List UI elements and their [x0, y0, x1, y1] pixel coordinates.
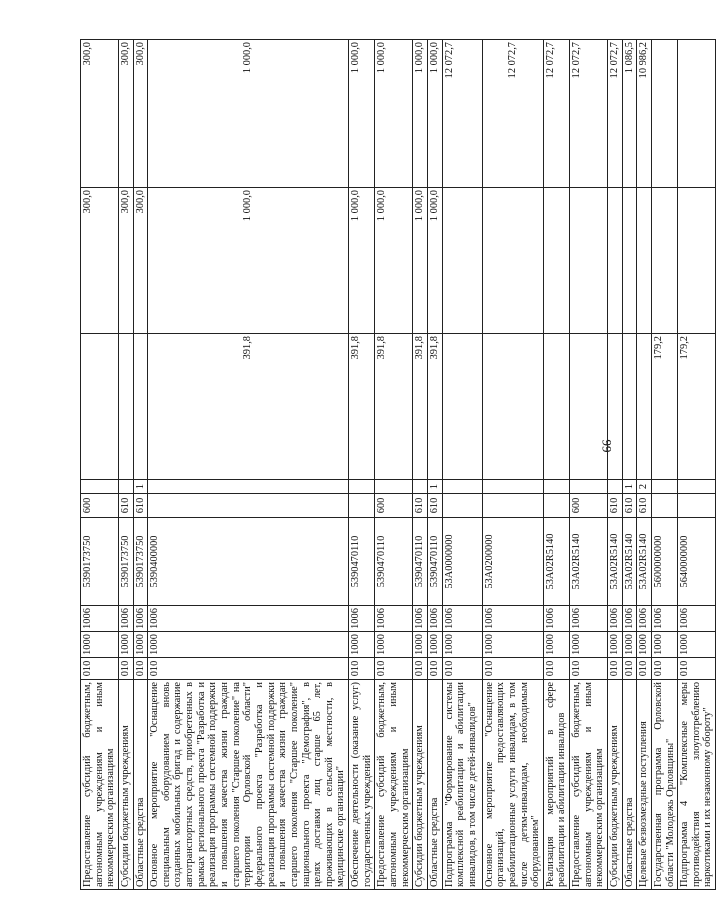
amount-year-1: 179,2 — [678, 334, 716, 480]
amount-year-1 — [118, 334, 133, 480]
row-name: Предоставление субсидий бюджетным, автономным учреждениям и иным некоммерческим организациям — [570, 680, 608, 890]
funding-source-code — [413, 480, 428, 494]
expense-type-code: 610 — [607, 494, 622, 518]
expense-type-code: 610 — [133, 494, 148, 518]
row-name: Реализация мероприятий в сфере реабилитации и абилитации инвалидов — [543, 680, 569, 890]
row-name: Областные средства — [427, 680, 442, 890]
target-article-code: 5390470110 — [427, 518, 442, 606]
amount-year-3: 300,0 — [133, 40, 148, 188]
section-code: 1000 — [651, 632, 677, 658]
amount-year-1 — [570, 334, 608, 480]
row-name: Обеспечение деятельности (оказание услуг) государственных учреждений — [349, 680, 375, 890]
amount-year-1 — [133, 334, 148, 480]
table-row — [637, 40, 652, 890]
target-article-code: 53А0200000 — [482, 518, 543, 606]
subsection-code: 1006 — [413, 606, 428, 632]
target-article-code: 53А02R5140 — [543, 518, 569, 606]
funding-source-code — [442, 480, 482, 494]
amount-year-2 — [442, 188, 482, 334]
amount-year-3: 1 000,0 — [148, 40, 349, 188]
budget-table-body — [81, 40, 716, 890]
section-code: 1000 — [637, 632, 652, 658]
subsection-code: 1006 — [482, 606, 543, 632]
subsection-code: 1006 — [427, 606, 442, 632]
subsection-code: 1006 — [118, 606, 133, 632]
amount-year-3: 10 986,2 — [637, 40, 652, 188]
amount-year-3 — [651, 40, 677, 188]
funding-source-code — [349, 480, 375, 494]
amount-year-3: 12 072,7 — [570, 40, 608, 188]
amount-year-3: 12 072,7 — [607, 40, 622, 188]
grbs-code: 010 — [482, 658, 543, 680]
table-row — [81, 40, 119, 890]
subsection-code: 1006 — [349, 606, 375, 632]
table-row — [118, 40, 133, 890]
target-article-code: 5390173750 — [118, 518, 133, 606]
amount-year-2: 1 000,0 — [413, 188, 428, 334]
expense-type-code — [349, 494, 375, 518]
amount-year-2 — [651, 188, 677, 334]
row-name: Областные средства — [133, 680, 148, 890]
table-row — [375, 40, 413, 890]
section-code: 1000 — [427, 632, 442, 658]
funding-source-code: 1 — [427, 480, 442, 494]
amount-year-3: 300,0 — [118, 40, 133, 188]
amount-year-3: 12 072,7 — [482, 40, 543, 188]
table-row — [133, 40, 148, 890]
section-code: 1000 — [148, 632, 349, 658]
table-row — [678, 40, 716, 890]
subsection-code: 1006 — [442, 606, 482, 632]
row-name: Предоставление субсидий бюджетным, автономным учреждениям и иным некоммерческим организациям — [81, 680, 119, 890]
amount-year-3: 12 072,7 — [442, 40, 482, 188]
amount-year-3: 12 072,7 — [543, 40, 569, 188]
amount-year-1: 391,8 — [427, 334, 442, 480]
grbs-code: 010 — [148, 658, 349, 680]
funding-source-code — [148, 480, 349, 494]
amount-year-3: 1 000,0 — [349, 40, 375, 188]
subsection-code: 1006 — [678, 606, 716, 632]
table-row — [482, 40, 543, 890]
grbs-code: 010 — [622, 658, 637, 680]
section-code: 1000 — [133, 632, 148, 658]
amount-year-1 — [607, 334, 622, 480]
amount-year-3 — [678, 40, 716, 188]
grbs-code: 010 — [413, 658, 428, 680]
target-article-code: 5390470110 — [375, 518, 413, 606]
grbs-code: 010 — [349, 658, 375, 680]
row-name: Основное мероприятие "Оснащение организаций, предоставляющих реабилитационные услуги инвалидам, в том числе детям-инвалидам, необходимым оборудованием" — [482, 680, 543, 890]
funding-source-code — [375, 480, 413, 494]
subsection-code: 1006 — [651, 606, 677, 632]
subsection-code: 1006 — [622, 606, 637, 632]
subsection-code: 1006 — [133, 606, 148, 632]
subsection-code: 1006 — [81, 606, 119, 632]
budget-table — [80, 39, 716, 890]
row-name: Субсидии бюджетным учреждениям — [118, 680, 133, 890]
table-row — [570, 40, 608, 890]
section-code: 1000 — [118, 632, 133, 658]
target-article-code: 53А02R5140 — [622, 518, 637, 606]
subsection-code: 1006 — [607, 606, 622, 632]
expense-type-code: 600 — [375, 494, 413, 518]
grbs-code: 010 — [651, 658, 677, 680]
amount-year-2 — [678, 188, 716, 334]
expense-type-code — [543, 494, 569, 518]
amount-year-1: 391,8 — [349, 334, 375, 480]
funding-source-code — [482, 480, 543, 494]
amount-year-1 — [81, 334, 119, 480]
funding-source-code — [543, 480, 569, 494]
table-row — [622, 40, 637, 890]
amount-year-1: 179,2 — [651, 334, 677, 480]
grbs-code: 010 — [81, 658, 119, 680]
amount-year-2: 1 000,0 — [349, 188, 375, 334]
row-name: Областные средства — [622, 680, 637, 890]
row-name: Основное мероприятие "Оснащение специальным оборудованием вновь созданных мобильных бригад и содержание автотранспортных средств, приобретенных в рамках регионального проекта "Разработка и реализация программы системной поддержки и повышения качества жизни граждан старшего поколения "Старшее поколение" на территории Орловской области" федерального проекта "Разработка и реализация программы системной поддержки и повышения качества жизни граждан старшего поколения "Старшее поколение" национального проекта "Демография", в целях доставки лиц старше 65 лет, проживающих в сельской местности, в медицинские организации" — [148, 680, 349, 890]
expense-type-code: 610 — [622, 494, 637, 518]
subsection-code: 1006 — [637, 606, 652, 632]
amount-year-3: 300,0 — [81, 40, 119, 188]
section-code: 1000 — [678, 632, 716, 658]
amount-year-1: 391,8 — [413, 334, 428, 480]
section-code: 1000 — [413, 632, 428, 658]
amount-year-1 — [442, 334, 482, 480]
amount-year-2: 300,0 — [81, 188, 119, 334]
table-row — [349, 40, 375, 890]
amount-year-2 — [570, 188, 608, 334]
grbs-code: 010 — [678, 658, 716, 680]
funding-source-code: 1 — [622, 480, 637, 494]
amount-year-2: 300,0 — [133, 188, 148, 334]
funding-source-code — [81, 480, 119, 494]
row-name: Предоставление субсидий бюджетным, автономным учреждениям и иным некоммерческим организациям — [375, 680, 413, 890]
target-article-code: 53А02R5140 — [607, 518, 622, 606]
section-code: 1000 — [570, 632, 608, 658]
target-article-code: 53А02R5140 — [637, 518, 652, 606]
row-name: Государственная программа Орловской области "Молодежь Орловщины" — [651, 680, 677, 890]
amount-year-3: 1 000,0 — [375, 40, 413, 188]
row-name: Субсидии бюджетным учреждениям — [413, 680, 428, 890]
amount-year-1 — [637, 334, 652, 480]
funding-source-code: 2 — [637, 480, 652, 494]
row-name: Субсидии бюджетным учреждениям — [607, 680, 622, 890]
funding-source-code: 1 — [133, 480, 148, 494]
table-row — [148, 40, 349, 890]
target-article-code: 5390470110 — [413, 518, 428, 606]
amount-year-2: 1 000,0 — [427, 188, 442, 334]
table-row — [427, 40, 442, 890]
target-article-code: 5640000000 — [678, 518, 716, 606]
amount-year-2 — [482, 188, 543, 334]
section-code: 1000 — [607, 632, 622, 658]
expense-type-code: 610 — [637, 494, 652, 518]
table-row — [442, 40, 482, 890]
funding-source-code — [678, 480, 716, 494]
subsection-code: 1006 — [570, 606, 608, 632]
section-code: 1000 — [442, 632, 482, 658]
table-row — [651, 40, 677, 890]
table-row — [543, 40, 569, 890]
expense-type-code: 600 — [81, 494, 119, 518]
subsection-code: 1006 — [543, 606, 569, 632]
funding-source-code — [651, 480, 677, 494]
amount-year-2: 1 000,0 — [375, 188, 413, 334]
amount-year-3: 1 000,0 — [413, 40, 428, 188]
amount-year-1 — [543, 334, 569, 480]
target-article-code: 5390173750 — [81, 518, 119, 606]
subsection-code: 1006 — [148, 606, 349, 632]
section-code: 1000 — [622, 632, 637, 658]
target-article-code: 53А0000000 — [442, 518, 482, 606]
row-name: Подпрограмма "Формирование системы комплексной реабилитации и абилитации инвалидов, в том числе детей-инвалидов" — [442, 680, 482, 890]
amount-year-1: 391,8 — [375, 334, 413, 480]
funding-source-code — [607, 480, 622, 494]
funding-source-code — [118, 480, 133, 494]
grbs-code: 010 — [375, 658, 413, 680]
row-name: Подпрограмма 4 "Комплексные меры противодействия злоупотреблению наркотиками и их незаконному обороту" — [678, 680, 716, 890]
section-code: 1000 — [375, 632, 413, 658]
expense-type-code — [148, 494, 349, 518]
section-code: 1000 — [543, 632, 569, 658]
table-row — [413, 40, 428, 890]
expense-type-code — [678, 494, 716, 518]
target-article-code: 53А02R5140 — [570, 518, 608, 606]
target-article-code: 5390470110 — [349, 518, 375, 606]
expense-type-code — [482, 494, 543, 518]
amount-year-3: 1 086,5 — [622, 40, 637, 188]
target-article-code: 5600000000 — [651, 518, 677, 606]
section-code: 1000 — [81, 632, 119, 658]
table-row — [607, 40, 622, 890]
amount-year-1 — [482, 334, 543, 480]
section-code: 1000 — [349, 632, 375, 658]
amount-year-2 — [637, 188, 652, 334]
target-article-code: 5390173750 — [133, 518, 148, 606]
grbs-code: 010 — [607, 658, 622, 680]
row-name: Целевые безвозмездные поступления — [637, 680, 652, 890]
amount-year-2 — [543, 188, 569, 334]
expense-type-code: 610 — [413, 494, 428, 518]
amount-year-2: 300,0 — [118, 188, 133, 334]
expense-type-code: 600 — [570, 494, 608, 518]
grbs-code: 010 — [570, 658, 608, 680]
grbs-code: 010 — [442, 658, 482, 680]
page-number: 99 — [599, 439, 615, 453]
funding-source-code — [570, 480, 608, 494]
grbs-code: 010 — [133, 658, 148, 680]
amount-year-2 — [607, 188, 622, 334]
grbs-code: 010 — [427, 658, 442, 680]
subsection-code: 1006 — [375, 606, 413, 632]
expense-type-code — [442, 494, 482, 518]
grbs-code: 010 — [118, 658, 133, 680]
amount-year-1 — [622, 334, 637, 480]
amount-year-3: 1 000,0 — [427, 40, 442, 188]
grbs-code: 010 — [637, 658, 652, 680]
section-code: 1000 — [482, 632, 543, 658]
grbs-code: 010 — [543, 658, 569, 680]
expense-type-code: 610 — [427, 494, 442, 518]
expense-type-code — [651, 494, 677, 518]
amount-year-2 — [622, 188, 637, 334]
amount-year-2: 1 000,0 — [148, 188, 349, 334]
target-article-code: 5390400000 — [148, 518, 349, 606]
amount-year-1: 391,8 — [148, 334, 349, 480]
expense-type-code: 610 — [118, 494, 133, 518]
